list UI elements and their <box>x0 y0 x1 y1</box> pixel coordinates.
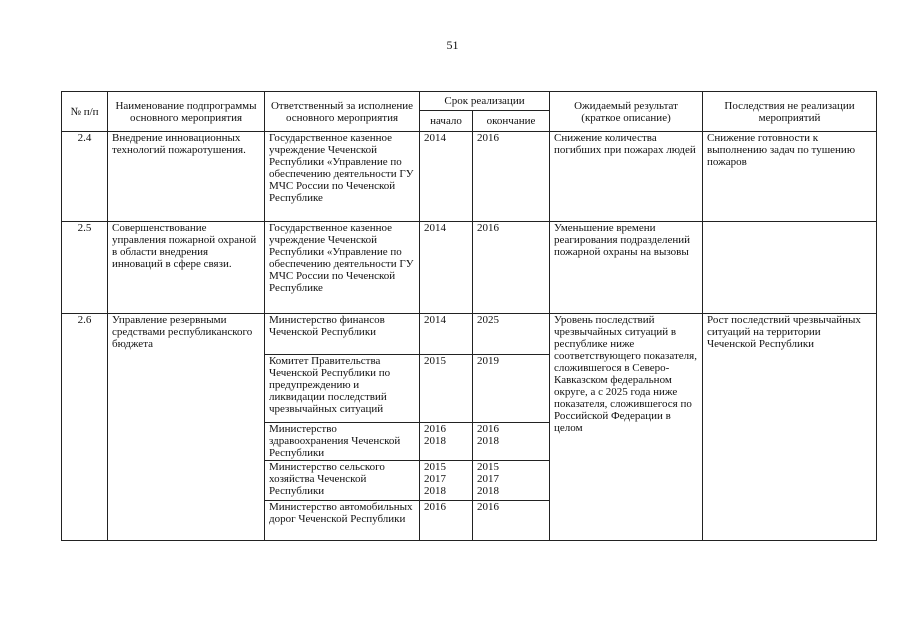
responsible: Государственное казенное учреждение Чеченской Республики «Управление по обеспечению деятельности ГУ МЧС России по Чеченской Республике <box>265 222 420 314</box>
start-year: 2018 <box>424 435 446 447</box>
row-number: 2.5 <box>62 222 108 314</box>
end-year: 2018 <box>477 435 499 447</box>
header-num: № п/п <box>62 92 108 132</box>
row-number: 2.6 <box>62 314 108 541</box>
responsible: Министерство автомобильных дорог Чеченской Республики <box>265 501 420 541</box>
end-year: 2016 <box>473 222 550 314</box>
header-period: Срок реализации <box>420 92 550 111</box>
header-name: Наименование подпрограммы основного мероприятия <box>108 92 265 132</box>
end-year: 2016 <box>473 501 550 541</box>
responsible: Государственное казенное учреждение Чеченской Республики «Управление по обеспечению деятельности ГУ МЧС России по Чеченской Республике <box>265 132 420 222</box>
end-year: 2019 <box>473 355 550 423</box>
start-year: 2017 <box>424 473 446 485</box>
measure-name: Внедрение инновационных технологий пожаротушения. <box>108 132 265 222</box>
end-year: 2016 <box>477 423 499 435</box>
responsible: Министерство финансов Чеченской Республики <box>265 314 420 355</box>
consequence <box>703 222 877 314</box>
end-year: 2025 <box>473 314 550 355</box>
start-year: 2014 <box>420 314 473 355</box>
start-year: 2016 <box>424 423 446 435</box>
start-year: 2018 <box>424 485 446 497</box>
measures-table <box>61 91 877 541</box>
measure-name: Совершенствование управления пожарной охраной в области внедрения инноваций в сфере связи. <box>108 222 265 314</box>
table-row <box>62 222 877 314</box>
consequence: Рост последствий чрезвычайных ситуаций на территории Чеченской Республики <box>703 314 877 541</box>
header-result: Ожидаемый результат (краткое описание) <box>550 92 703 132</box>
header-consequence: Последствия не реализации мероприятий <box>703 92 877 132</box>
end-year: 2015 <box>477 461 499 473</box>
measure-name: Управление резервными средствами республиканского бюджета <box>108 314 265 541</box>
responsible: Министерство сельского хозяйства Чеченской Республики <box>265 461 420 501</box>
start-year: 2014 <box>420 222 473 314</box>
start-year: 2016 <box>420 501 473 541</box>
header-responsible: Ответственный за исполнение основного мероприятия <box>265 92 420 132</box>
header-start: начало <box>420 111 473 132</box>
start-year: 2015 <box>420 355 473 423</box>
table-row <box>62 314 877 355</box>
expected-result: Уменьшение времени реагирования подразделений пожарной охраны на вызовы <box>550 222 703 314</box>
consequence: Снижение готовности к выполнению задач по тушению пожаров <box>703 132 877 222</box>
responsible: Комитет Правительства Чеченской Республики по предупреждению и ликвидации последствий чрезвычайных ситуаций <box>265 355 420 423</box>
start-year: 2015 <box>424 461 446 473</box>
end-year: 2018 <box>477 485 499 497</box>
end-years <box>473 461 550 501</box>
table-row <box>62 132 877 222</box>
expected-result: Снижение количества погибших при пожарах людей <box>550 132 703 222</box>
page-number: 51 <box>446 38 459 52</box>
header-end: окончание <box>473 111 550 132</box>
row-number: 2.4 <box>62 132 108 222</box>
responsible: Министерство здравоохранения Чеченской Республики <box>265 423 420 461</box>
expected-result: Уровень последствий чрезвычайных ситуаций в республике ниже соответствующего показателя, сложившегося в Северо-Кавказском федеральном округе, а с 2025 года ниже показателя, сложившегося по Российской Федерации в целом <box>550 314 703 541</box>
end-years <box>473 423 550 461</box>
start-years <box>420 461 473 501</box>
start-year: 2014 <box>420 132 473 222</box>
end-year: 2017 <box>477 473 499 485</box>
end-year: 2016 <box>473 132 550 222</box>
start-years <box>420 423 473 461</box>
